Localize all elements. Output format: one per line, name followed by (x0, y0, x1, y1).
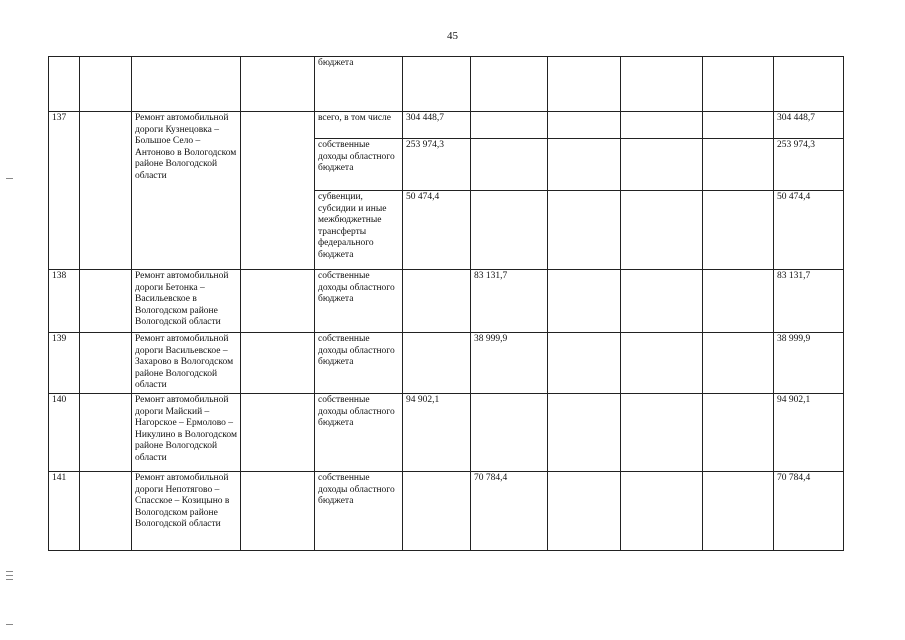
scan-mark (6, 575, 13, 576)
amount-cell: 94 902,1 (403, 394, 471, 472)
scan-mark (6, 178, 13, 179)
empty-cell (241, 57, 315, 112)
name-cell: Ремонт автомобильной дороги Кузнецовка – Большое Село – Антоново в Вологодском районе Вологодской области (132, 112, 241, 270)
amount-cell (403, 270, 471, 333)
source-cell: субвенции, субсидии и иные межбюджетные трансферты федерального бюджета (315, 191, 403, 270)
table-row (49, 472, 844, 551)
name-cell: Ремонт автомобильной дороги Бетонка – Васильевское в Вологодском районе Вологодской области (132, 270, 241, 333)
amount-cell: 253 974,3 (403, 139, 471, 191)
code-cell (80, 394, 132, 472)
source-cell: всего, в том числе (315, 112, 403, 139)
amount-cell (703, 112, 774, 139)
amount-cell (548, 333, 621, 394)
amount-cell (471, 191, 548, 270)
total-cell: 83 131,7 (774, 270, 844, 333)
amount-cell (703, 57, 774, 112)
source-cell: собственные доходы областного бюджета (315, 270, 403, 333)
amount-cell: 70 784,4 (471, 472, 548, 551)
total-cell (774, 57, 844, 112)
code-cell (80, 270, 132, 333)
number-cell: 140 (49, 394, 80, 472)
amount-cell (548, 57, 621, 112)
table-row (49, 394, 844, 472)
number-cell: 141 (49, 472, 80, 551)
table-row (49, 270, 844, 333)
code-cell (80, 472, 132, 551)
scan-mark (6, 571, 13, 572)
amount-cell: 304 448,7 (403, 112, 471, 139)
amount-cell (703, 191, 774, 270)
amount-cell (703, 139, 774, 191)
amount-cell (703, 270, 774, 333)
amount-cell (548, 394, 621, 472)
total-cell: 253 974,3 (774, 139, 844, 191)
number-cell: 138 (49, 270, 80, 333)
number-cell (49, 57, 80, 112)
amount-cell: 50 474,4 (403, 191, 471, 270)
name-cell: Ремонт автомобильной дороги Майский – Нагорское – Ермолово – Никулино в Вологодском районе Вологодской области (132, 394, 241, 472)
amount-cell (403, 472, 471, 551)
table-row (49, 112, 844, 139)
number-cell: 139 (49, 333, 80, 394)
number-cell: 137 (49, 112, 80, 270)
budget-table (48, 56, 844, 551)
table-row (49, 57, 844, 112)
amount-cell (471, 57, 548, 112)
amount-cell (548, 139, 621, 191)
code-cell (80, 112, 132, 270)
amount-cell (621, 112, 703, 139)
source-cell: собственные доходы областного бюджета (315, 333, 403, 394)
amount-cell (703, 472, 774, 551)
amount-cell (471, 394, 548, 472)
amount-cell (621, 333, 703, 394)
amount-cell (621, 57, 703, 112)
empty-cell (241, 112, 315, 270)
amount-cell (621, 270, 703, 333)
amount-cell (548, 112, 621, 139)
name-cell: Ремонт автомобильной дороги Непотягово – Спасское – Козицыно в Вологодском районе Вологодской области (132, 472, 241, 551)
amount-cell (548, 270, 621, 333)
name-cell (132, 57, 241, 112)
empty-cell (241, 394, 315, 472)
amount-cell: 83 131,7 (471, 270, 548, 333)
scan-mark (6, 624, 13, 625)
amount-cell (621, 394, 703, 472)
code-cell (80, 57, 132, 112)
amount-cell (403, 57, 471, 112)
total-cell: 70 784,4 (774, 472, 844, 551)
empty-cell (241, 472, 315, 551)
amount-cell (471, 139, 548, 191)
amount-cell (471, 112, 548, 139)
amount-cell (703, 333, 774, 394)
amount-cell (621, 191, 703, 270)
empty-cell (241, 333, 315, 394)
amount-cell (621, 139, 703, 191)
amount-cell: 38 999,9 (471, 333, 548, 394)
total-cell: 94 902,1 (774, 394, 844, 472)
amount-cell (548, 472, 621, 551)
source-cell: бюджета (315, 57, 403, 112)
amount-cell (703, 394, 774, 472)
source-cell: собственные доходы областного бюджета (315, 394, 403, 472)
amount-cell (403, 333, 471, 394)
code-cell (80, 333, 132, 394)
total-cell: 38 999,9 (774, 333, 844, 394)
source-cell: собственные доходы областного бюджета (315, 139, 403, 191)
total-cell: 50 474,4 (774, 191, 844, 270)
empty-cell (241, 270, 315, 333)
name-cell: Ремонт автомобильной дороги Васильевское – Захарово в Вологодском районе Вологодской области (132, 333, 241, 394)
total-cell: 304 448,7 (774, 112, 844, 139)
amount-cell (548, 191, 621, 270)
page-number: 45 (447, 30, 458, 42)
source-cell: собственные доходы областного бюджета (315, 472, 403, 551)
scan-mark (6, 579, 13, 580)
amount-cell (621, 472, 703, 551)
table-row (49, 333, 844, 394)
